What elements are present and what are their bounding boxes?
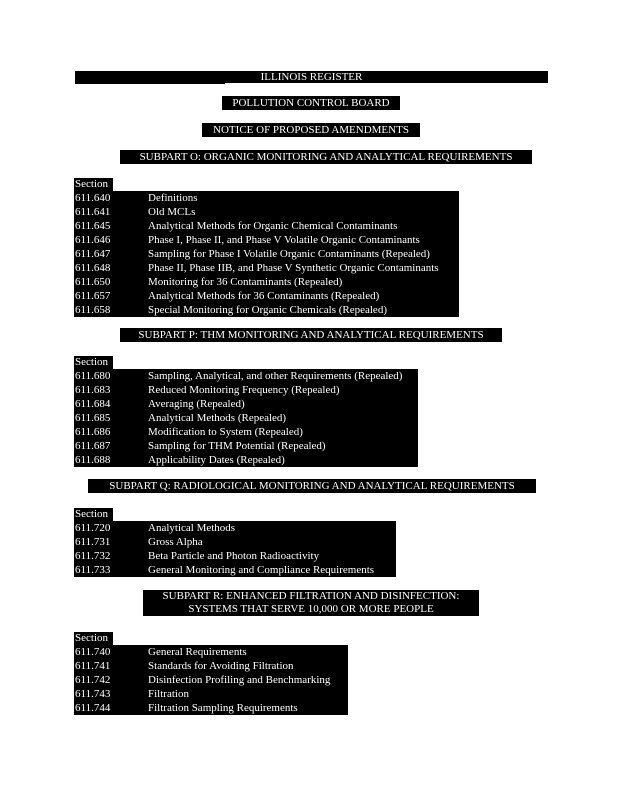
section-number: 611.740: [75, 646, 111, 658]
section-number: 611.741: [75, 660, 111, 672]
section-description: Beta Particle and Photon Radioactivity: [148, 550, 320, 562]
table-row: [74, 233, 459, 247]
table-row: [74, 687, 348, 701]
section-number: 611.743: [75, 688, 111, 700]
table-row: [74, 275, 459, 289]
section-number: 611.650: [75, 276, 111, 288]
section-number: 611.684: [75, 398, 111, 410]
section-description: Definitions: [148, 192, 198, 204]
subpart-r-title: [143, 590, 479, 616]
board-title: POLLUTION CONTROL BOARD: [222, 96, 400, 110]
table-row: [74, 453, 418, 467]
section-number: 611.732: [75, 550, 111, 562]
table-row: [74, 439, 418, 453]
subpart-p-section-label: Section: [74, 356, 113, 369]
section-number: 611.683: [75, 384, 111, 396]
section-description: Special Monitoring for Organic Chemicals (Repealed): [148, 304, 387, 316]
section-number: 611.648: [75, 262, 111, 274]
section-number: 611.680: [75, 370, 111, 382]
table-row: [74, 645, 348, 659]
section-description: Averaging (Repealed): [148, 398, 245, 410]
table-row: [74, 535, 396, 549]
section-number: 611.742: [75, 674, 111, 686]
section-number: 611.720: [75, 522, 111, 534]
section-description: Applicability Dates (Repealed): [148, 454, 285, 466]
section-number: 611.688: [75, 454, 111, 466]
subpart-o-table: [74, 191, 459, 317]
table-row: [74, 303, 459, 317]
table-row: [74, 701, 348, 715]
subpart-q-section-label: Section: [74, 508, 113, 521]
section-description: Analytical Methods: [148, 522, 236, 534]
table-row: [74, 549, 396, 563]
section-description: Reduced Monitoring Frequency (Repealed): [148, 384, 340, 396]
section-number: 611.685: [75, 412, 111, 424]
section-description: Sampling for THM Potential (Repealed): [148, 440, 326, 452]
subpart-o-section-label: Section: [74, 178, 113, 191]
subpart-r-table: [74, 645, 348, 715]
section-number: 611.687: [75, 440, 111, 452]
table-row: [74, 247, 459, 261]
section-number: 611.744: [75, 702, 111, 714]
section-number: 611.647: [75, 248, 111, 260]
subpart-q-title: SUBPART Q: RADIOLOGICAL MONITORING AND ANALYTICAL REQUIREMENTS: [88, 479, 536, 493]
table-row: [74, 289, 459, 303]
section-description: Modification to System (Repealed): [148, 426, 303, 438]
register-header-bar: [75, 71, 548, 83]
table-row: [74, 563, 396, 577]
section-number: 611.645: [75, 220, 111, 232]
subpart-r-section-label: Section: [74, 632, 113, 645]
table-row: [74, 191, 459, 205]
section-number: 611.686: [75, 426, 111, 438]
subpart-r-title-line2: SYSTEMS THAT SERVE 10,000 OR MORE PEOPLE: [188, 603, 434, 615]
section-description: Sampling for Phase I Volatile Organic Contaminants (Repealed): [148, 248, 430, 260]
table-row: [74, 673, 348, 687]
register-title: ILLINOIS REGISTER: [260, 71, 363, 83]
section-description: Analytical Methods for 36 Contaminants (Repealed): [148, 290, 380, 302]
section-description: Phase I, Phase II, and Phase V Volatile Organic Contaminants: [148, 234, 420, 246]
table-row: [74, 659, 348, 673]
section-description: General Monitoring and Compliance Requirements: [148, 564, 375, 576]
section-number: 611.640: [75, 192, 111, 204]
table-row: [74, 219, 459, 233]
section-description: General Requirements: [148, 646, 247, 658]
subpart-q-table: [74, 521, 396, 577]
subpart-p-table: [74, 369, 418, 467]
table-row: [74, 411, 418, 425]
subpart-r-title-line1: SUBPART R: ENHANCED FILTRATION AND DISINFECTION:: [162, 590, 460, 602]
section-description: Standards for Avoiding Filtration: [148, 660, 294, 672]
section-description: Filtration: [148, 688, 189, 700]
subpart-o-title: SUBPART O: ORGANIC MONITORING AND ANALYTICAL REQUIREMENTS: [120, 150, 532, 164]
table-row: [74, 261, 459, 275]
subpart-p-title: SUBPART P: THM MONITORING AND ANALYTICAL REQUIREMENTS: [120, 328, 502, 342]
section-description: Monitoring for 36 Contaminants (Repealed): [148, 276, 343, 288]
section-number: 611.646: [75, 234, 111, 246]
notice-title: NOTICE OF PROPOSED AMENDMENTS: [202, 123, 420, 137]
section-description: Filtration Sampling Requirements: [148, 702, 298, 714]
section-description: Old MCLs: [148, 206, 196, 218]
section-number: 611.657: [75, 290, 111, 302]
section-description: Gross Alpha: [148, 536, 203, 548]
table-row: [74, 397, 418, 411]
section-description: Phase II, Phase IIB, and Phase V Synthetic Organic Contaminants: [148, 262, 439, 274]
table-row: [74, 205, 459, 219]
section-description: Disinfection Profiling and Benchmarking: [148, 674, 331, 686]
section-number: 611.641: [75, 206, 111, 218]
table-row: [74, 521, 396, 535]
section-description: Analytical Methods for Organic Chemical Contaminants: [148, 220, 398, 232]
section-number: 611.731: [75, 536, 111, 548]
table-row: [74, 383, 418, 397]
section-number: 611.658: [75, 304, 111, 316]
table-row: [74, 369, 418, 383]
section-number: 611.733: [75, 564, 111, 576]
table-row: [74, 425, 418, 439]
section-description: Sampling, Analytical, and other Requirements (Repealed): [148, 370, 403, 382]
section-description: Analytical Methods (Repealed): [148, 412, 287, 424]
